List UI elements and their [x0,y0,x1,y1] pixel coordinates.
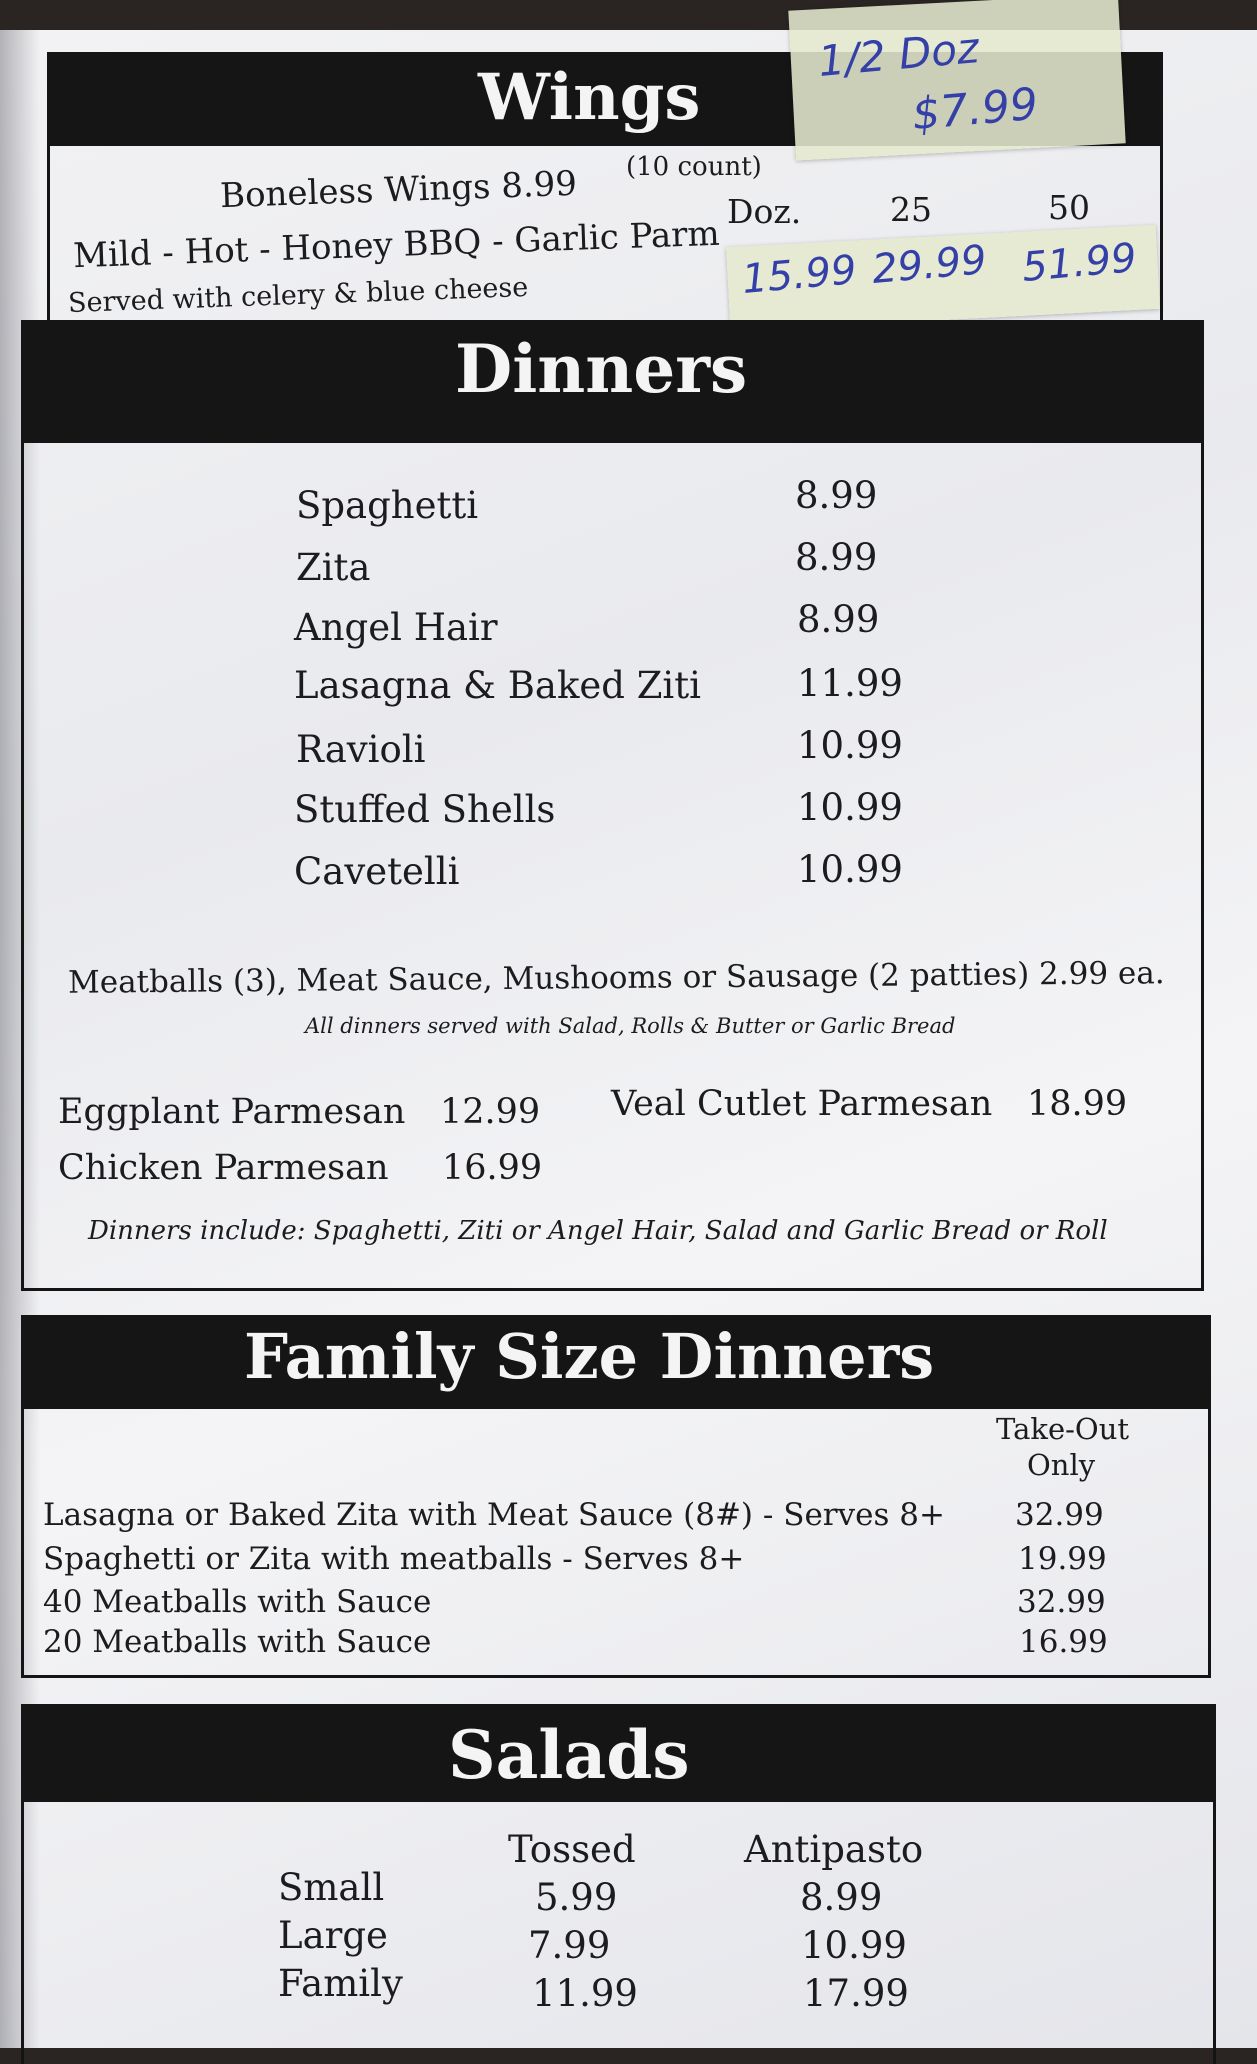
salad-price-tossed: 11.99 [532,1972,638,2015]
salad-col-tossed: Tossed [508,1828,636,1871]
salad-price-antipasto: 17.99 [803,1972,909,2015]
dinner-item-price: 11.99 [797,662,903,705]
dinner-item-name: Ravioli [296,728,426,771]
dinner-item-price: 10.99 [797,786,903,829]
wings-count: (10 count) [626,152,762,182]
dinner-item-name: Angel Hair [294,606,498,649]
salad-size-label: Small [278,1866,385,1909]
dinner-item-price: 8.99 [795,536,878,579]
dinner-item-name: Cavetelli [294,850,460,893]
veal-cutlet-parmesan-price: 18.99 [1027,1084,1128,1124]
dinner-item-price: 8.99 [795,474,878,517]
eggplant-parmesan-name: Eggplant Parmesan [58,1092,406,1132]
wings-served-note: Served with celery & blue cheese [67,271,529,320]
dinner-addons: Meatballs (3), Meat Sauce, Mushooms or Sausage (2 patties) 2.99 ea. [67,955,1165,1001]
family-item-name: 40 Meatballs with Sauce [43,1584,432,1620]
family-item-price: 16.99 [1019,1624,1108,1660]
salad-price-antipasto: 8.99 [800,1876,883,1919]
family-item-name: 20 Meatballs with Sauce [43,1624,432,1660]
salad-price-antipasto: 10.99 [801,1924,907,1967]
dinners-title: Dinners [455,330,748,408]
dinner-item-name: Stuffed Shells [294,788,556,831]
wings-title: Wings [478,60,701,135]
dinner-served-note: All dinners served with Salad, Rolls & Butter or Garlic Bread [305,1014,956,1038]
family-item-price: 19.99 [1018,1541,1107,1577]
handwritten-half-dozen-price: $7.99 [910,78,1040,141]
salad-price-tossed: 7.99 [528,1924,611,1967]
family-item-name: Spaghetti or Zita with meatballs - Serves 8+ [43,1541,745,1577]
wings-flavors: Mild - Hot - Honey BBQ - Garlic Parm [72,213,721,277]
salads-title: Salads [448,1716,690,1794]
eggplant-parmesan-price: 12.99 [440,1092,541,1132]
salad-size-label: Family [278,1962,403,2005]
dinner-item-name: Zita [296,546,371,589]
wings-size-25: 25 [890,190,932,229]
wings-size-50: 50 [1048,188,1090,227]
handwritten-price-50: 51.99 [1020,235,1139,291]
dinner-item-name: Spaghetti [296,484,479,527]
wings-size-doz: Doz. [727,192,802,231]
veal-cutlet-parmesan-name: Veal Cutlet Parmesan [611,1084,993,1124]
family-item-price: 32.99 [1015,1497,1104,1533]
handwritten-price-25: 29.99 [870,237,989,293]
salad-size-label: Large [278,1914,388,1957]
family-item-price: 32.99 [1017,1584,1106,1620]
family-item-name: Lasagna or Baked Zita with Meat Sauce (8#) - Serves 8+ [43,1497,945,1533]
family-dinners-title: Family Size Dinners [244,1320,935,1393]
takeout-label-line1: Take-Out [996,1412,1130,1446]
dinners-section [21,320,1204,1291]
chicken-parmesan-name: Chicken Parmesan [58,1148,389,1188]
handwritten-half-dozen: 1/2 Doz [816,23,981,86]
salad-price-tossed: 5.99 [535,1876,618,1919]
dinner-item-price: 8.99 [797,598,880,641]
chicken-parmesan-price: 16.99 [442,1148,543,1188]
dinner-item-name: Lasagna & Baked Ziti [294,664,701,707]
handwritten-price-doz: 15.99 [740,247,859,303]
boneless-wings-price: Boneless Wings 8.99 [219,163,578,217]
salad-col-antipasto: Antipasto [744,1828,924,1871]
dinner-item-price: 10.99 [797,724,903,767]
takeout-label-line2: Only [1027,1448,1096,1482]
dinner-include-note: Dinners include: Spaghetti, Ziti or Angel Hair, Salad and Garlic Bread or Roll [88,1216,1108,1246]
dinner-item-price: 10.99 [797,848,903,891]
